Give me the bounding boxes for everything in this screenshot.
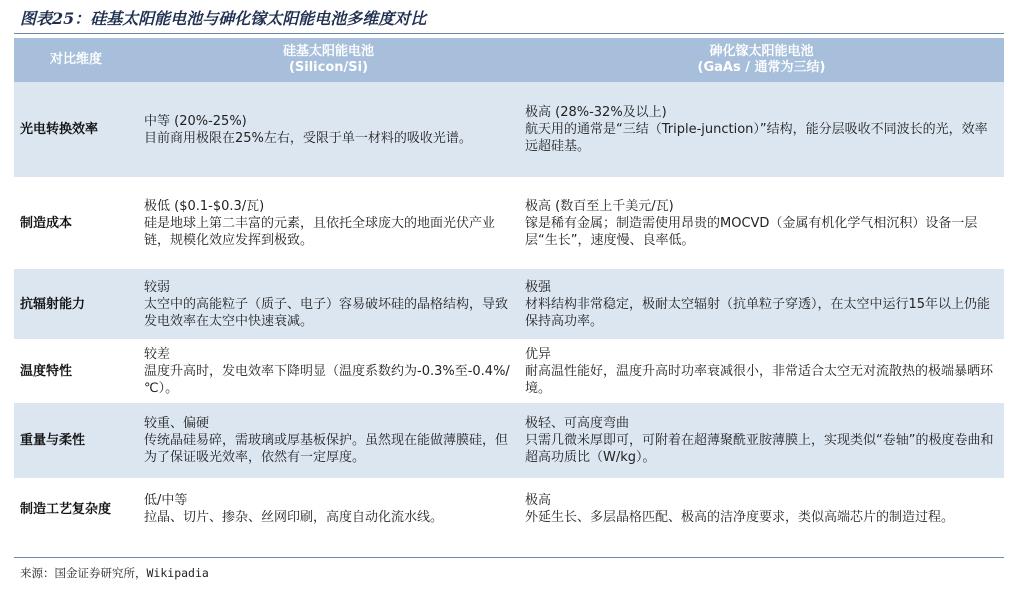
silicon-cell: 中等 (20%-25%) 目前商用极限在25%左右，受限于单一材料的吸收光谱。 <box>138 82 519 177</box>
figure-title: 图表25：硅基太阳能电池与砷化镓太阳能电池多维度对比 <box>20 9 427 28</box>
comparison-table <box>14 38 1004 540</box>
row-dimension: 抗辐射能力 <box>14 269 138 339</box>
gaas-cell: 极高 (28%-32%及以上) 航天用的通常是“三结（Triple-junction）”结构，能分层吸收不同波长的光，效率远超硅基。 <box>519 82 1004 177</box>
table-row <box>14 339 1004 403</box>
row-dimension: 制造工艺复杂度 <box>20 501 112 517</box>
row-dimension: 重量与柔性 <box>14 403 138 478</box>
silicon-cell: 较弱 太空中的高能粒子（质子、电子）容易破坏硅的晶格结构，导致发电效率在太空中快速衰减。 <box>138 269 519 339</box>
header-dimension: 对比维度 <box>14 38 138 82</box>
header-gaas-name: 砷化镓太阳能电池 <box>709 44 814 59</box>
gaas-cell: 极轻、可高度弯曲 只需几微米厚即可，可附着在超薄聚酰亚胺薄膜上，实现类似“卷轴”的极度卷曲和超高功质比（W/kg）。 <box>519 403 1004 478</box>
header-silicon-name: 硅基太阳能电池 <box>282 44 374 59</box>
table-row <box>14 403 1004 478</box>
header-gaas <box>519 38 1004 82</box>
row-dimension: 制造成本 <box>20 215 73 231</box>
gaas-cell: 极强 材料结构非常稳定，极耐太空辐射（抗单粒子穿透），在太空中运行15年以上仍能保持高功率。 <box>519 269 1004 339</box>
gaas-cell: 极高 外延生长、多层晶格匹配、极高的洁净度要求，类似高端芯片的制造过程。 <box>525 493 955 525</box>
silicon-cell: 低/中等 拉晶、切片、掺杂、丝网印刷，高度自动化流水线。 <box>144 493 444 525</box>
header-gaas-sub: (GaAs / 通常为三结) <box>697 60 826 75</box>
table-row <box>14 177 1004 269</box>
table-header-row <box>14 38 1004 82</box>
silicon-cell: 较重、偏硬 传统晶硅易碎，需玻璃或厚基板保护。虽然现在能做薄膜硅，但为了保证吸光效率，依然有一定厚度。 <box>138 403 519 478</box>
silicon-cell: 较差 温度升高时，发电效率下降明显（温度系数约为-0.3%至-0.4%/℃）。 <box>144 346 510 396</box>
gaas-cell: 优异 耐高温性能好，温度升高时功率衰减很小，非常适合太空无对流散热的极端暴晒环境。 <box>525 346 994 396</box>
title-divider <box>14 33 1004 34</box>
table-bottom-divider <box>14 557 1004 558</box>
table-row <box>14 478 1004 540</box>
table-row <box>14 82 1004 177</box>
table-row <box>14 269 1004 339</box>
row-dimension: 温度特性 <box>20 363 73 379</box>
header-silicon-sub: (Silicon/Si) <box>288 60 369 75</box>
row-dimension: 光电转换效率 <box>14 82 138 177</box>
header-silicon <box>138 38 519 82</box>
gaas-cell: 极高 (数百至上千美元/瓦) 镓是稀有金属；制造需使用昂贵的MOCVD（金属有机化学气相沉积）设备一层层“生长”，速度慢、良率低。 <box>525 198 978 248</box>
silicon-cell: 极低 ($0.1-$0.3/瓦) 硅是地球上第二丰富的元素，且依托全球庞大的地面光伏产业链，规模化效应发挥到极致。 <box>144 198 496 248</box>
source-note: 来源：国金证券研究所，Wikipadia <box>20 566 209 580</box>
